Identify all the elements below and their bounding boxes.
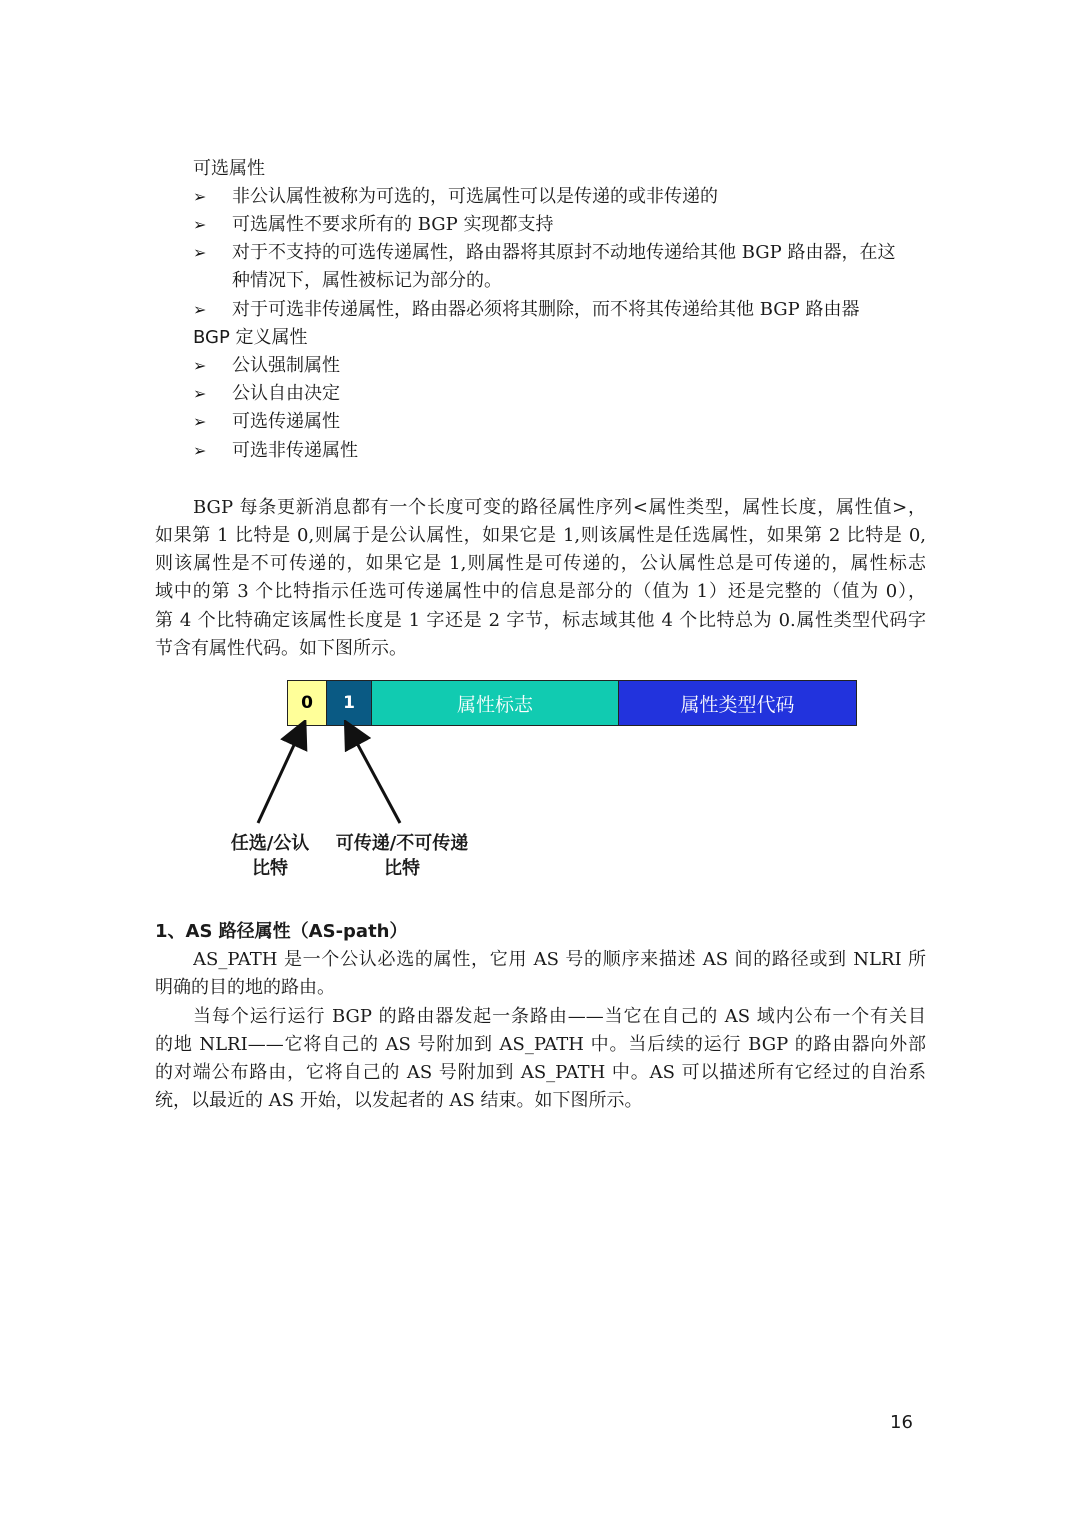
arrow-bullet-icon: ➢ xyxy=(193,187,207,206)
paragraph-line: 的地 NLRI——它将自己的 AS 号附加到 AS_PATH 中。当后续的运行 BGP 的路由器向外部 xyxy=(155,1034,926,1055)
bullet-text: 对于可选非传递属性，路由器必须将其删除，而不将其传递给其他 BGP 路由器 xyxy=(232,299,860,320)
attribute-type-code-cell: 属性类型代码 xyxy=(618,680,857,726)
caption-line: 任选/公认 xyxy=(230,833,310,854)
right-arrow xyxy=(351,732,400,823)
arrow-bullet-icon: ➢ xyxy=(193,356,207,375)
paragraph-line: 的对端公布路由，它将自己的 AS 号附加到 AS_PATH 中。AS 可以描述所有它经过的自治系 xyxy=(155,1062,926,1083)
caption-line: 比特 xyxy=(252,858,288,879)
bullet-text: 可选属性不要求所有的 BGP 实现都支持 xyxy=(232,214,554,235)
bullet-text: 公认自由决定 xyxy=(232,383,340,404)
bit-0-cell: 0 xyxy=(287,680,327,726)
optional-attributes-heading: 可选属性 xyxy=(193,158,265,179)
arrow-bullet-icon: ➢ xyxy=(193,412,207,431)
bullet-text: 对于不支持的可选传递属性，路由器将其原封不动地传递给其他 BGP 路由器，在这 xyxy=(232,242,896,263)
paragraph-line: 则该属性是不可传递的，如果它是 1,则属性是可传递的，公认属性总是可传递的，属性标志 xyxy=(155,553,926,574)
paragraph-line: 第 4 个比特确定该属性长度是 1 字还是 2 字节，标志域其他 4 个比特总为 0.属性类型代码字 xyxy=(155,610,926,631)
bullet-text: 非公认属性被称为可选的，可选属性可以是传递的或非传递的 xyxy=(232,186,718,207)
paragraph-line: 当每个运行运行 BGP 的路由器发起一条路由——当它在自己的 AS 域内公布一个有关目 xyxy=(193,1006,926,1027)
bullet-text: 可选传递属性 xyxy=(232,411,340,432)
paragraph-line: AS_PATH 是一个公认必选的属性，它用 AS 号的顺序来描述 AS 间的路径或到 NLRI 所 xyxy=(193,949,926,970)
arrow-bullet-icon: ➢ xyxy=(193,441,207,460)
paragraph-line: 节含有属性代码。如下图所示。 xyxy=(155,638,407,659)
paragraph-line: 明确的目的地的路由。 xyxy=(155,977,335,998)
bullet-text: 种情况下，属性被标记为部分的。 xyxy=(232,270,502,291)
arrow-bullet-icon: ➢ xyxy=(193,384,207,403)
attribute-flags-cell: 属性标志 xyxy=(371,680,619,726)
left-arrow xyxy=(258,732,300,823)
paragraph-line: 如果第 1 比特是 0,则属于是公认属性，如果它是 1,则该属性是任选属性，如果第 2 比特是 0, xyxy=(155,525,926,546)
arrow-bullet-icon: ➢ xyxy=(193,243,207,262)
bit-1-cell: 1 xyxy=(326,680,372,726)
caption-line: 可传递/不可传递 xyxy=(335,833,469,854)
paragraph-line: BGP 每条更新消息都有一个长度可变的路径属性序列<属性类型，属性长度，属性值>， xyxy=(193,497,926,518)
bullet-text: 公认强制属性 xyxy=(232,355,340,376)
paragraph-line: 域中的第 3 个比特指示任选可传递属性中的信息是部分的（值为 1）还是完整的（值为 0）， xyxy=(155,581,926,602)
paragraph-line: 统，以最近的 AS 开始，以发起者的 AS 结束。如下图所示。 xyxy=(155,1090,643,1111)
caption-line: 比特 xyxy=(384,858,420,879)
caption-transitive xyxy=(324,831,480,881)
page-number: 16 xyxy=(890,1412,913,1433)
caption-optional-wellknown xyxy=(222,831,318,881)
bgp-defined-heading: BGP 定义属性 xyxy=(193,327,308,348)
arrow-bullet-icon: ➢ xyxy=(193,215,207,234)
arrow-bullet-icon: ➢ xyxy=(193,300,207,319)
section-title: 1、AS 路径属性（AS-path） xyxy=(155,921,408,942)
bullet-text: 可选非传递属性 xyxy=(232,440,358,461)
diagram-arrows xyxy=(240,720,440,830)
